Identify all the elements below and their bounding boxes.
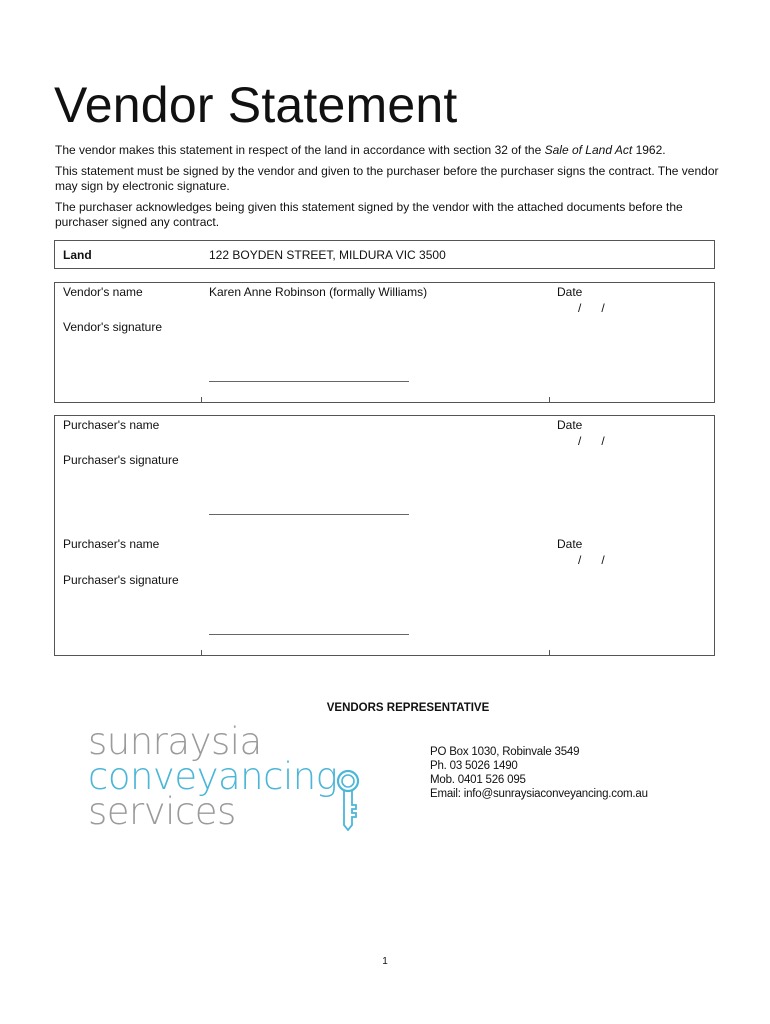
vendor-signature-label: Vendor's signature xyxy=(63,320,163,334)
intro-paragraph-1 xyxy=(55,143,725,158)
column-divider-tick xyxy=(549,650,550,656)
column-divider-tick xyxy=(201,650,202,656)
column-divider-tick xyxy=(549,397,550,403)
vendor-name-value: Karen Anne Robinson (formally Williams) xyxy=(209,285,428,299)
logo-line-2-text: conveyancing xyxy=(88,755,338,798)
key-icon xyxy=(335,769,361,836)
land-label: Land xyxy=(63,248,92,262)
purchaser-1-signature-label: Purchaser's signature xyxy=(63,453,179,467)
vendor-box xyxy=(54,282,715,403)
page-number: 1 xyxy=(382,956,388,967)
intro-p1-year: 1962. xyxy=(632,143,666,157)
representative-heading: VENDORS REPRESENTATIVE xyxy=(326,702,490,714)
contact-address: PO Box 1030, Robinvale 3549 xyxy=(430,746,580,758)
intro-paragraph-2: This statement must be signed by the vendor and given to the purchaser before the purchaser signs the contract. The vendor may sign by electronic signature. xyxy=(55,164,719,193)
column-divider-tick xyxy=(201,397,202,403)
vendor-signature-line[interactable] xyxy=(209,381,409,382)
purchaser-1-signature-line[interactable] xyxy=(209,514,409,515)
intro-paragraph-3: The purchaser acknowledges being given this statement signed by the vendor with the attached documents before the purchaser signed any contract. xyxy=(55,200,683,229)
purchaser-2-signature-label: Purchaser's signature xyxy=(63,573,179,587)
contact-mobile: Mob. 0401 526 095 xyxy=(430,774,526,786)
logo-line-2 xyxy=(88,755,338,798)
page-title: Vendor Statement xyxy=(54,77,458,133)
purchaser-2-date-field[interactable]: / / xyxy=(578,553,605,567)
contact-email[interactable]: Email: info@sunraysiaconveyancing.com.au xyxy=(430,788,648,800)
purchasers-box xyxy=(54,415,715,656)
contact-block xyxy=(430,745,648,801)
contact-phone: Ph. 03 5026 1490 xyxy=(430,760,518,772)
vendor-date-label: Date xyxy=(557,285,583,299)
purchaser-1-date-field[interactable]: / / xyxy=(578,434,605,448)
intro-p1-text: The vendor makes this statement in respect of the land in accordance with section 32 of the xyxy=(55,143,545,157)
land-value: 122 BOYDEN STREET, MILDURA VIC 3500 xyxy=(209,248,446,262)
vendor-name-label: Vendor's name xyxy=(63,285,143,299)
purchaser-2-name-label: Purchaser's name xyxy=(63,537,160,551)
purchaser-2-date-label: Date xyxy=(557,537,583,551)
purchaser-1-date-label: Date xyxy=(557,418,583,432)
company-logo xyxy=(88,720,338,833)
key-ring xyxy=(338,771,358,791)
act-name: Sale of Land Act xyxy=(544,143,633,157)
purchaser-1-name-label: Purchaser's name xyxy=(63,418,160,432)
vendor-date-field[interactable]: / / xyxy=(578,301,605,315)
purchaser-2-signature-line[interactable] xyxy=(209,634,409,635)
land-box xyxy=(54,240,715,269)
logo-line-1: sunraysia xyxy=(88,720,262,763)
logo-line-3: services xyxy=(88,790,236,833)
